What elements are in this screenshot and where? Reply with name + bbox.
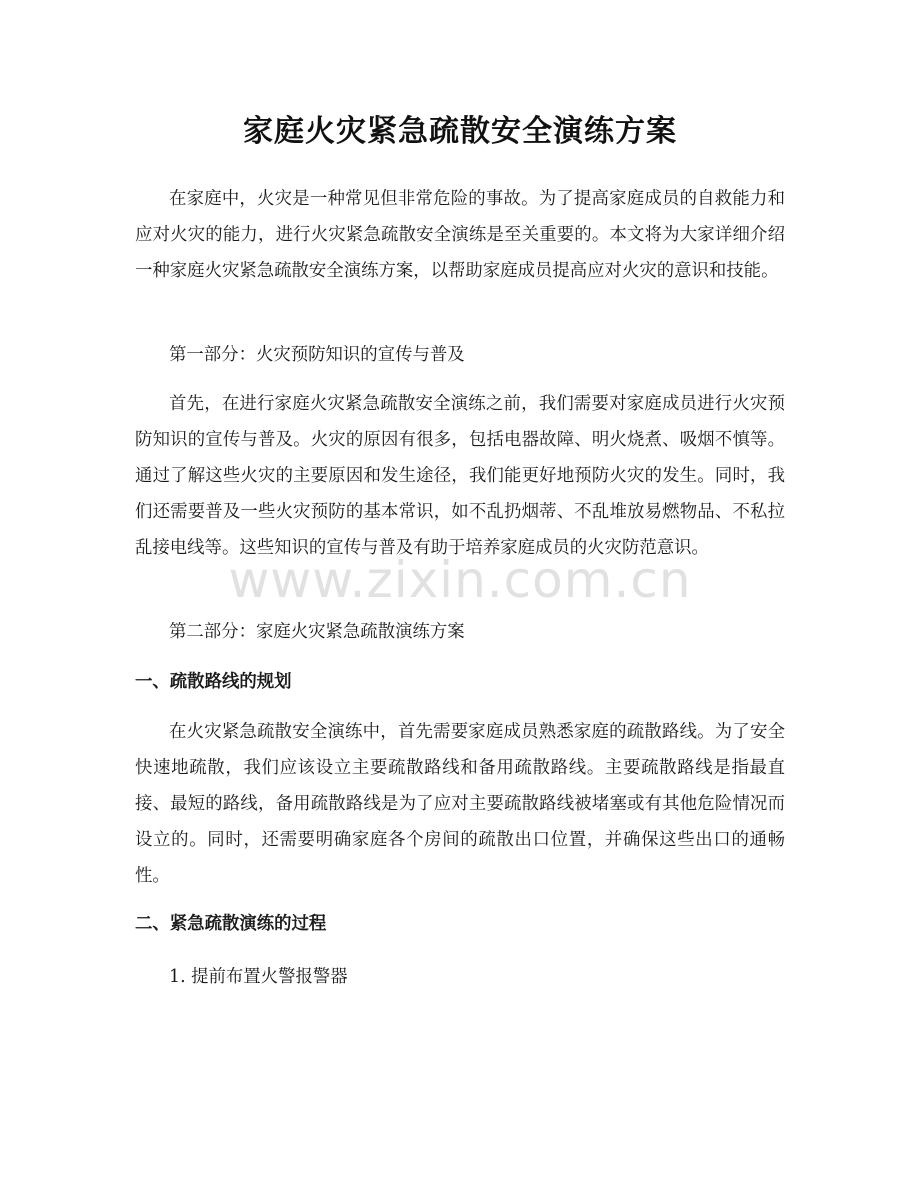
part1-title: 第一部分：火灾预防知识的宣传与普及 bbox=[169, 345, 465, 365]
section1-heading: 一、疏散路线的规划 bbox=[135, 672, 292, 692]
part1-paragraph: 首先，在进行家庭火灾紧急疏散安全演练之前，我们需要对家庭成员进行火灾预防知识的宣传与普及。火灾的原因有很多，包括电器故障、明火烧煮、吸烟不慎等。通过了解这些火灾的主要原因和发生途径，我们能更好地预防火灾的发生。同时，我们还需要普及一些火灾预防的基本常识，如不乱扔烟蒂、不乱堆放易燃物品、不私拉乱接电线等。这些知识的宣传与普及有助于培养家庭成员的火灾防范意识。 bbox=[135, 394, 785, 558]
document-title: 家庭火灾紧急疏散安全演练方案 bbox=[243, 114, 677, 149]
section2-heading: 二、紧急疏散演练的过程 bbox=[135, 914, 327, 934]
intro-paragraph: 在家庭中，火灾是一种常见但非常危险的事故。为了提高家庭成员的自救能力和应对火灾的能力，进行火灾紧急疏散安全演练是至关重要的。本文将为大家详细介绍一种家庭火灾紧急疏散安全演练方案，以帮助家庭成员提高应对火灾的意识和技能。 bbox=[135, 189, 785, 281]
section1-paragraph: 在火灾紧急疏散安全演练中，首先需要家庭成员熟悉家庭的疏散路线。为了安全快速地疏散，我们应该设立主要疏散路线和备用疏散路线。主要疏散路线是指最直接、最短的路线，备用疏散路线是为了应对主要疏散路线被堵塞或有其他危险情况而设立的。同时，还需要明确家庭各个房间的疏散出口位置，并确保这些出口的通畅性。 bbox=[135, 722, 785, 886]
step1-item: 1. 提前布置火警报警器 bbox=[169, 967, 348, 987]
watermark-text: www.zixin.com.cn bbox=[228, 551, 692, 609]
part2-title: 第二部分：家庭火灾紧急疏散演练方案 bbox=[169, 622, 465, 642]
